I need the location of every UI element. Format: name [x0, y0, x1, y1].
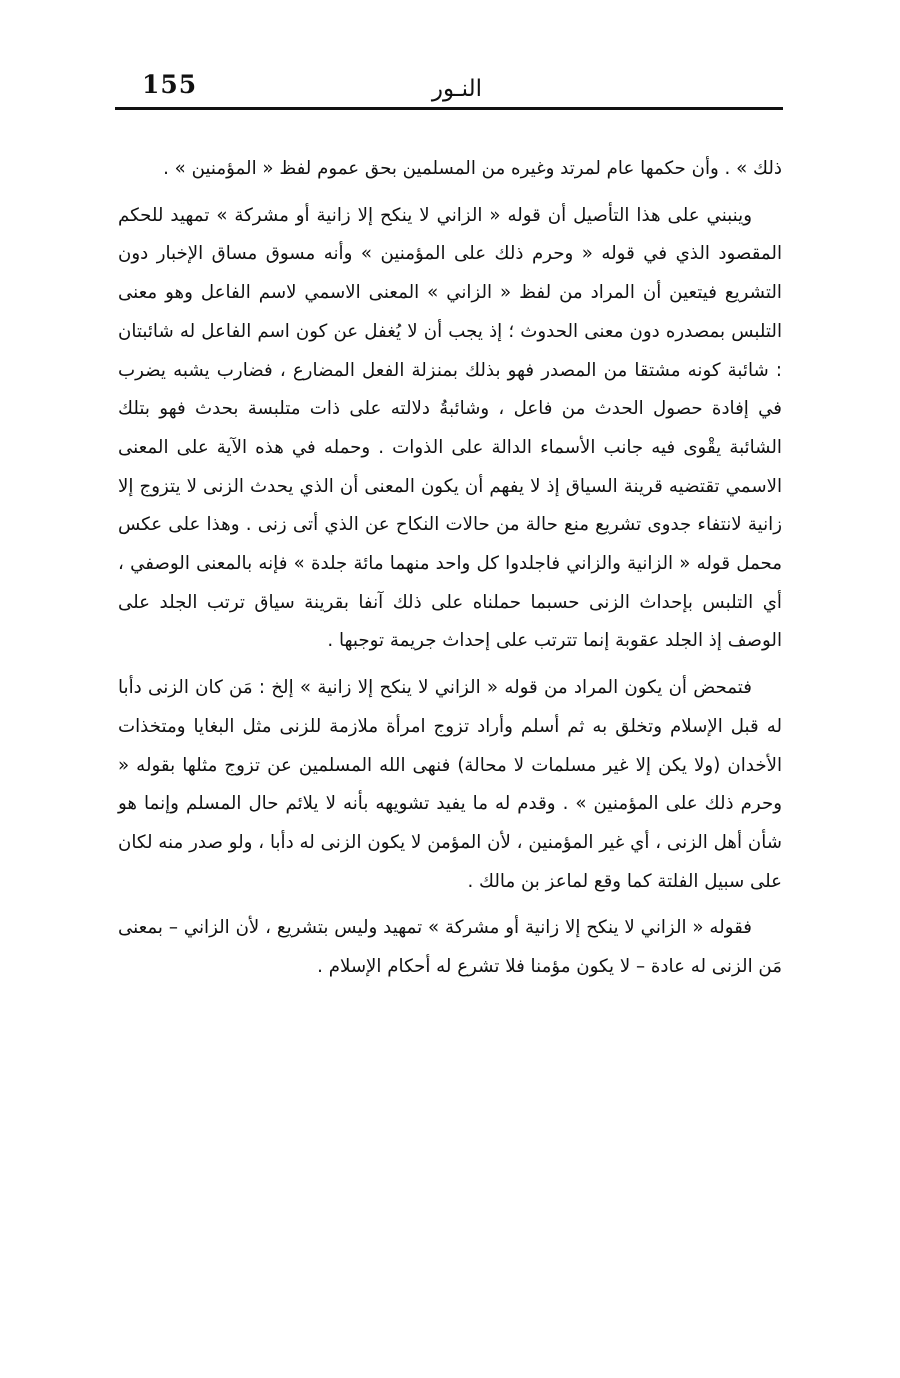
page-number: 155 [142, 70, 198, 99]
paragraph-1: ذلك » . وأن حكمها عام لمرتد وغيره من المسلمين بحق عموم لفظ « المؤمنين » . [163, 158, 782, 179]
body-text [118, 150, 782, 995]
paragraph-3: فتمحض أن يكون المراد من قوله « الزاني لا ينكح إلا زانية » إلخ : مَن كان الزنى دأبا له قبل الإسلام وتخلق به ثم أسلم وأراد تزوج امرأة ملازمة للزنى مثل البغايا ومتخذات الأخدان (ولا يكن إلا غير مسلمات لا محالة) فنهى الله المسلمين عن تزوج مثلها بقوله « وحرم ذلك على المؤمنين » . وقدم له ما يفيد تشويهه بأنه لا يلائم حال المسلم وإنما هو شأن أهل الزنى ، أي غير المؤمنين ، لأن المؤمن لا يكون الزنى له دأبا ، ولو صدر منه لكان على سبيل الفلتة كما وقع لماعز بن مالك . [118, 677, 782, 892]
page-header [112, 62, 782, 110]
header-rule [115, 107, 783, 110]
paragraph-4: فقوله « الزاني لا ينكح إلا زانية أو مشركة » تمهيد وليس بتشريع ، لأن الزاني – بمعنى مَن الزنى له عادة – لا يكون مؤمنا فلا تشرع له أحكام الإسلام . [118, 917, 782, 978]
running-title: النـور [431, 76, 482, 102]
paragraph-2: وينبني على هذا التأصيل أن قوله « الزاني لا ينكح إلا زانية أو مشركة » تمهيد للحكم المقصود الذي في قوله « وحرم ذلك على المؤمنين » وأنه مسوق مساق الإخبار دون التشريع فيتعين أن المراد من لفظ « الزاني » المعنى الاسمي لاسم الفاعل وهو معنى التلبس بمصدره دون معنى الحدوث ؛ إذ يجب أن لا يُغفل عن كون اسم الفاعل له شائبتان : شائبة كونه مشتقا من المصدر فهو بذلك بمنزلة الفعل المضارع ، فضارب يشبه يضرب في إفادة حصول الحدث من فاعل ، وشائبةُ دلالته على ذات متلبسة بحدث فهو بتلك الشائبة يقْوى فيه جانب الأسماء الدالة على الذوات . وحمله في هذه الآية على المعنى الاسمي تقتضيه قرينة السياق إذ لا يفهم أن يكون المعنى أن الذي يحدث الزنى لا يتزوج إلا زانية لانتفاء جدوى تشريع منع حالة من حالات النكاح عن الذي أتى زنى . وهذا على عكس محمل قوله « الزانية والزاني فاجلدوا كل واحد منهما مائة جلدة » فإنه بالمعنى الوصفي ، أي التلبس بإحداث الزنى حسبما حملناه على ذلك آنفا بقرينة سياق ترتب الجلد على الوصف إذ الجلد عقوبة إنما تترتب على إحداث جريمة توجبها . [118, 204, 782, 652]
